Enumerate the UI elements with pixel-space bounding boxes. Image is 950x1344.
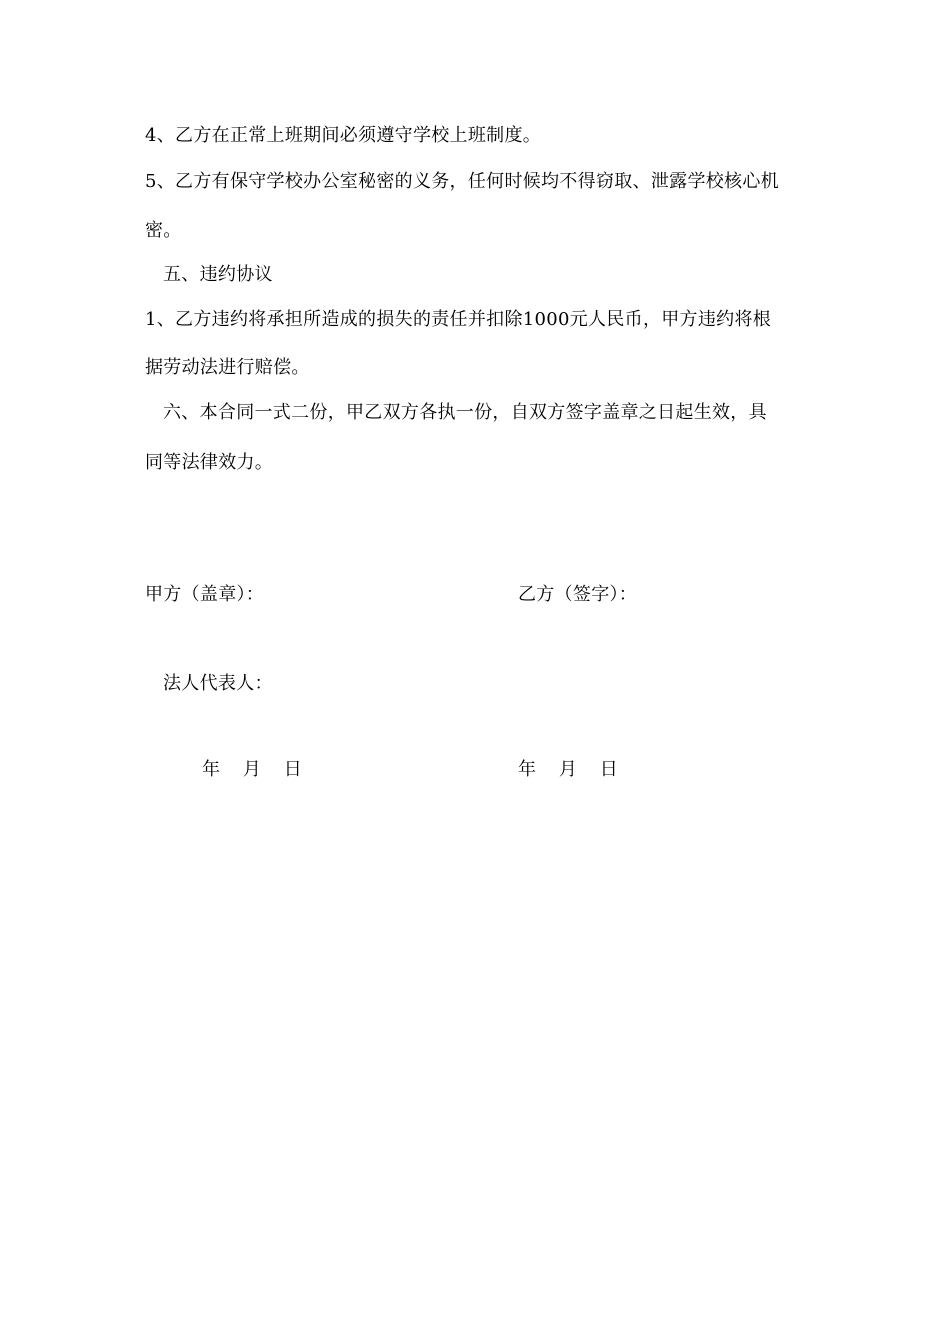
legal-representative-label: 法人代表人： — [163, 673, 273, 694]
clause-5-line-2: 密。 — [145, 220, 182, 241]
breach-clause-1-line-2: 据劳动法进行赔偿。 — [145, 357, 310, 378]
party-a-seal-label: 甲方（盖章）： — [145, 584, 265, 605]
section-heading-breach: 五、违约协议 — [163, 264, 273, 285]
party-a-date: 年 月 日 — [202, 759, 302, 780]
clause-4: 4、乙方在正常上班期间必须遵守学校上班制度。 — [145, 125, 542, 146]
section-six-line-2: 同等法律效力。 — [145, 452, 274, 473]
party-b-signature-label: 乙方（签字）： — [518, 584, 638, 605]
party-b-date: 年 月 日 — [518, 759, 618, 780]
breach-clause-1-line-1: 1、乙方违约将承担所造成的损失的责任并扣除1000元人民币，甲方违约将根 — [145, 309, 772, 330]
clause-5-line-1: 5、乙方有保守学校办公室秘密的义务，任何时候均不得窃取、泄露学校核心机 — [145, 171, 779, 192]
section-six-line-1: 六、本合同一式二份，甲乙双方各执一份，自双方签字盖章之日起生效，具 — [163, 402, 767, 423]
